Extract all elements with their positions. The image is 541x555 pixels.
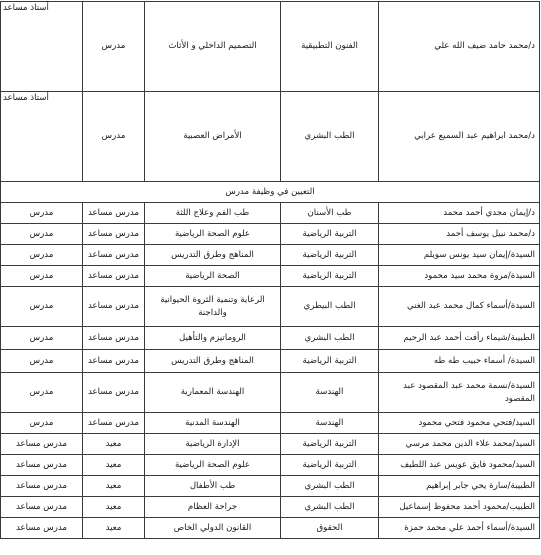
current-rank-cell: مدرس مساعد [83, 266, 145, 287]
name-cell: السيد/فتحي محمود فتحي محمود [379, 413, 540, 434]
new-rank-cell: مدرس [1, 203, 83, 224]
specialty-cell: القانون الدولي الخاص [145, 518, 281, 539]
new-rank-cell: مدرس مساعد [1, 497, 83, 518]
name-cell: السيد/محمود فايق عويس عبد اللطيف [379, 455, 540, 476]
current-rank-cell: معيد [83, 497, 145, 518]
faculty-cell: التربية الرياضية [281, 266, 379, 287]
new-rank-cell: أستاذ مساعد [1, 2, 83, 92]
name-cell: السيدة/مروة محمد سيد محمود [379, 266, 540, 287]
specialty-cell: طب الأطفال [145, 476, 281, 497]
faculty-cell: الطب البشري [281, 476, 379, 497]
current-rank-cell: مدرس مساعد [83, 413, 145, 434]
new-rank-cell: مدرس [1, 224, 83, 245]
name-cell: د/محمد ابراهيم عبد السميع عرابي [379, 92, 540, 182]
faculty-cell: التربية الرياضية [281, 224, 379, 245]
new-rank-cell: مدرس [1, 245, 83, 266]
table-row [1, 350, 540, 373]
table-row [1, 266, 540, 287]
name-cell: الطبيب/محمود أحمد محفوظ إسماعيل [379, 497, 540, 518]
section-title: التعيين في وظيفة مدرس [1, 182, 540, 203]
specialty-cell: التصميم الداخلي و الأثاث [145, 2, 281, 92]
name-cell: د/محمد حامد ضيف الله علي [379, 2, 540, 92]
new-rank-cell: مدرس مساعد [1, 434, 83, 455]
current-rank-cell: معيد [83, 455, 145, 476]
new-rank-cell: مدرس مساعد [1, 518, 83, 539]
name-cell: الطبيبة/شيماء رأفت أحمد عبد الرحيم [379, 327, 540, 350]
promotion-row [1, 92, 540, 182]
new-rank-cell: مدرس [1, 413, 83, 434]
faculty-cell: الهندسة [281, 413, 379, 434]
new-rank-cell: مدرس [1, 350, 83, 373]
table-row [1, 497, 540, 518]
table-row [1, 413, 540, 434]
current-rank-cell: مدرس مساعد [83, 287, 145, 327]
faculty-cell: التربية الرياضية [281, 455, 379, 476]
new-rank-cell: مدرس [1, 287, 83, 327]
specialty-cell: الهندسة المعمارية [145, 373, 281, 413]
promotion-row [1, 2, 540, 92]
specialty-cell: الروماتيزم والتأهيل [145, 327, 281, 350]
name-cell: السيدة/إيمان سيد يونس سويلم [379, 245, 540, 266]
current-rank-cell: مدرس مساعد [83, 373, 145, 413]
name-cell: السيدة/أسماء كمال محمد عبد الغني [379, 287, 540, 327]
specialty-cell: جراحة العظام [145, 497, 281, 518]
faculty-cell: التربية الرياضية [281, 434, 379, 455]
current-rank-cell: معيد [83, 476, 145, 497]
faculty-cell: الطب البيطري [281, 287, 379, 327]
name-cell: السيد/محمد علاء الدين محمد مرسي [379, 434, 540, 455]
table-row [1, 518, 540, 539]
new-rank-cell: مدرس [1, 327, 83, 350]
new-rank-cell: مدرس مساعد [1, 476, 83, 497]
current-rank-cell: مدرس [83, 2, 145, 92]
current-rank-cell: مدرس مساعد [83, 203, 145, 224]
table-row [1, 245, 540, 266]
section-heading-row [1, 182, 540, 203]
faculty-cell: الطب البشري [281, 497, 379, 518]
current-rank-cell: معيد [83, 434, 145, 455]
current-rank-cell: مدرس مساعد [83, 224, 145, 245]
appointments-table [0, 1, 540, 539]
specialty-cell: الأمراض العصبية [145, 92, 281, 182]
faculty-cell: طب الأسنان [281, 203, 379, 224]
specialty-cell: طب الفم وعلاج اللثة [145, 203, 281, 224]
current-rank-cell: مدرس مساعد [83, 245, 145, 266]
specialty-cell: علوم الصحة الرياضية [145, 455, 281, 476]
faculty-cell: الطب البشري [281, 327, 379, 350]
appointments-document [1, 1, 540, 539]
new-rank-cell: مدرس [1, 373, 83, 413]
name-cell: د/إيمان مجدي أحمد محمد [379, 203, 540, 224]
table-row [1, 476, 540, 497]
specialty-cell: الإدارة الرياضية [145, 434, 281, 455]
current-rank-cell: معيد [83, 518, 145, 539]
name-cell: الطبيبة/سارة يحي جابر إبراهيم [379, 476, 540, 497]
faculty-cell: التربية الرياضية [281, 245, 379, 266]
current-rank-cell: مدرس مساعد [83, 327, 145, 350]
new-rank-cell: مدرس [1, 266, 83, 287]
faculty-cell: الفنون التطبيقية [281, 2, 379, 92]
table-row [1, 455, 540, 476]
specialty-cell: الصحة الرياضية [145, 266, 281, 287]
table-row [1, 224, 540, 245]
name-cell: السيدة/نسمة محمد عبد المقصود عبد المقصود [379, 373, 540, 413]
faculty-cell: الطب البشري [281, 92, 379, 182]
name-cell: السيدة/ أسماء حبيب طه طه [379, 350, 540, 373]
faculty-cell: الهندسة [281, 373, 379, 413]
new-rank-cell: مدرس مساعد [1, 455, 83, 476]
table-row [1, 287, 540, 327]
table-row [1, 373, 540, 413]
specialty-cell: المناهج وطرق التدريس [145, 350, 281, 373]
name-cell: د/محمد نبيل يوسف أحمد [379, 224, 540, 245]
specialty-cell: الرعاية وتنمية الثروة الحيوانية والداجنة [145, 287, 281, 327]
table-row [1, 327, 540, 350]
faculty-cell: التربية الرياضية [281, 350, 379, 373]
specialty-cell: الهندسة المدنية [145, 413, 281, 434]
name-cell: السيدة/أسماء أحمد علي محمد حمزة [379, 518, 540, 539]
specialty-cell: المناهج وطرق التدريس [145, 245, 281, 266]
table-row [1, 203, 540, 224]
specialty-cell: علوم الصحة الرياضية [145, 224, 281, 245]
faculty-cell: الحقوق [281, 518, 379, 539]
current-rank-cell: مدرس [83, 92, 145, 182]
current-rank-cell: مدرس مساعد [83, 350, 145, 373]
new-rank-cell: أستاذ مساعد [1, 92, 83, 182]
table-row [1, 434, 540, 455]
